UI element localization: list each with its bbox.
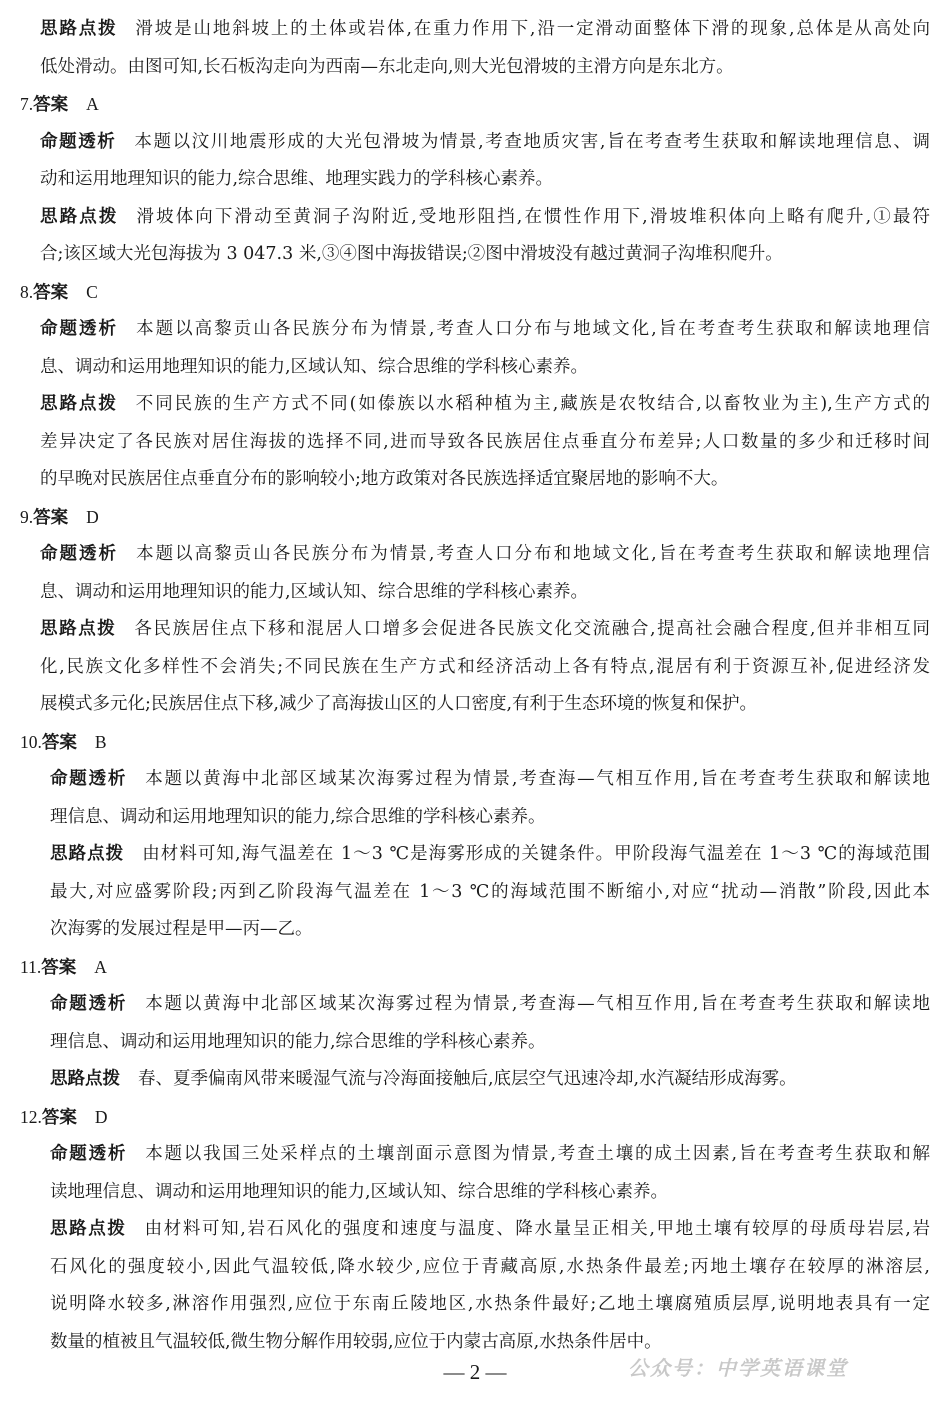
answer-label: 答案 <box>41 957 77 978</box>
paragraph-line <box>0 236 930 274</box>
hint-paragraph <box>0 1211 930 1249</box>
hint-paragraph <box>0 611 930 649</box>
answer-label: 答案 <box>41 1107 77 1128</box>
answer-value: D <box>94 1106 108 1127</box>
paragraph-line <box>0 1249 930 1287</box>
paragraph-line <box>0 349 930 387</box>
question-number: 11. <box>20 956 42 977</box>
question-number: 8. <box>20 281 34 302</box>
paragraph-text: 春、夏季偏南风带来暖湿气流与冷海面接触后,底层空气迅速冷却,水汽凝结形成海雾。 <box>138 1069 797 1089</box>
question-header <box>0 724 950 762</box>
paragraph-line <box>0 1024 930 1062</box>
paragraph-line <box>0 649 930 687</box>
question-header <box>0 274 950 312</box>
paragraph-label: 命题透析 <box>40 131 117 152</box>
paragraph-line <box>0 799 930 837</box>
paragraph-label: 思路点拨 <box>40 394 118 414</box>
paragraph-line <box>0 161 930 199</box>
page-number: — 2 — <box>443 1360 507 1384</box>
paragraph-text: 本题以我国三处采样点的土壤剖面示意图为情景,考查土壤的成土因素,旨在考查考生获取和解 <box>145 1144 930 1164</box>
paragraph-text: 本题以汶川地震形成的大光包滑坡为情景,考查地质灾害,旨在考查考生获取和解读地理信息、调 <box>134 131 930 152</box>
analysis-paragraph <box>0 536 930 574</box>
question-number: 10. <box>20 731 42 752</box>
paragraph-line <box>0 49 930 87</box>
paragraph-text: 动和运用地理知识的能力,综合思维、地理实践力的学科核心素养。 <box>40 169 554 189</box>
analysis-paragraph <box>0 1136 930 1174</box>
answer-label: 答案 <box>33 95 69 115</box>
question-number: 12. <box>20 1106 42 1127</box>
paragraph-text: 化,民族文化多样性不会消失;不同民族在生产方式和经济活动上各有特点,混居有利于资源互补,促进经济发 <box>40 656 930 677</box>
analysis-paragraph <box>0 311 930 349</box>
paragraph-text: 息、调动和运用地理知识的能力,区域认知、综合思维的学科核心素养。 <box>40 581 589 602</box>
answer-label: 答案 <box>33 282 69 303</box>
paragraph-label: 思路点拨 <box>40 206 119 227</box>
paragraph-text: 本题以高黎贡山各民族分布为情景,考查人口分布与地域文化,旨在考查考生获取和解读地理信 <box>136 319 930 339</box>
paragraph-line <box>0 1174 930 1212</box>
paragraph-text: 各民族居住点下移和混居人口增多会促进各民族文化交流融合,提高社会融合程度,但并非相互同 <box>134 619 930 639</box>
paragraph-label: 命题透析 <box>40 544 119 564</box>
paragraph-line <box>0 874 930 912</box>
question-header <box>0 86 950 124</box>
answer-value: B <box>94 731 107 752</box>
answer-value: C <box>86 281 98 302</box>
hint-paragraph <box>0 199 930 237</box>
answer-value: A <box>94 956 107 977</box>
paragraph-line <box>0 424 930 462</box>
answer-label: 答案 <box>41 732 77 753</box>
hint-paragraph <box>0 1061 930 1099</box>
question-header <box>0 499 950 537</box>
document-body <box>0 11 950 1361</box>
paragraph-line <box>0 461 930 499</box>
paragraph-label: 命题透析 <box>40 319 119 339</box>
question-number: 7. <box>20 94 34 114</box>
paragraph-label: 思路点拨 <box>50 1069 120 1089</box>
paragraph-label: 命题透析 <box>50 769 128 789</box>
question-header <box>0 949 950 987</box>
paragraph-text: 说明降水较多,淋溶作用强烈,应位于东南丘陵地区,水热条件最好;乙地土壤腐殖质层厚,说明地表具有一定 <box>50 1294 930 1314</box>
paragraph-text: 由材料可知,岩石风化的强度和速度与温度、降水量呈正相关,甲地土壤有较厚的母质母岩层,岩 <box>144 1219 930 1239</box>
paragraph-text: 滑坡体向下滑动至黄洞子沟附近,受地形阻挡,在惯性作用下,滑坡堆积体向上略有爬升,①最符 <box>136 206 930 227</box>
paragraph-text: 理信息、调动和运用地理知识的能力,综合思维的学科核心素养。 <box>50 806 546 827</box>
paragraph-label: 思路点拨 <box>50 844 125 864</box>
paragraph-text: 展模式多元化;民族居住点下移,减少了高海拔山区的人口密度,有利于生态环境的恢复和保护。 <box>40 694 758 714</box>
analysis-paragraph <box>0 761 930 799</box>
paragraph-text: 最大,对应盛雾阶段;丙到乙阶段海气温差在 1～3 ℃的海域范围不断缩小,对应“扰动—消散”阶段,因此本 <box>50 881 930 902</box>
question-number: 9. <box>20 506 34 527</box>
paragraph-text: 由材料可知,海气温差在 1～3 ℃是海雾形成的关键条件。甲阶段海气温差在 1～3 ℃的海域范围 <box>142 844 930 864</box>
paragraph-text: 次海雾的发展过程是甲—丙—乙。 <box>50 919 313 939</box>
paragraph-label: 命题透析 <box>50 994 128 1014</box>
paragraph-label: 命题透析 <box>50 1144 128 1164</box>
answer-value: D <box>86 506 99 527</box>
paragraph-text: 低处滑动。由图可知,长石板沟走向为西南—东北走向,则大光包滑坡的主滑方向是东北方。 <box>40 56 734 77</box>
paragraph-text: 的早晚对民族居住点垂直分布的影响较小;地方政策对各民族选择适宜聚居地的影响不大。 <box>40 469 729 489</box>
paragraph-text: 息、调动和运用地理知识的能力,区域认知、综合思维的学科核心素养。 <box>40 356 589 377</box>
paragraph-line <box>0 1286 930 1324</box>
analysis-paragraph <box>0 986 930 1024</box>
paragraph-label: 思路点拨 <box>40 619 117 639</box>
paragraph-label: 思路点拨 <box>40 19 118 39</box>
paragraph-text: 差异决定了各民族对居住海拔的选择不同,进而导致各民族居住点垂直分布差异;人口数量的多少和迁移时间 <box>40 431 930 452</box>
paragraph-text: 本题以高黎贡山各民族分布为情景,考查人口分布和地域文化,旨在考查考生获取和解读地理信 <box>136 544 930 564</box>
paragraph-text: 合;该区域大光包海拔为 3 047.3 米,③④图中海拔错误;②图中滑坡没有越过黄洞子沟堆积爬升。 <box>40 244 783 264</box>
paragraph-line <box>0 574 930 612</box>
question-header <box>0 1099 950 1137</box>
paragraph-text: 本题以黄海中北部区域某次海雾过程为情景,考查海—气相互作用,旨在考查考生获取和解读地 <box>145 994 930 1014</box>
hint-paragraph <box>0 386 930 424</box>
paragraph-text: 石风化的强度较小,因此气温较低,降水较少,应位于青藏高原,水热条件最差;丙地土壤存在较厚的淋溶层, <box>50 1256 930 1277</box>
paragraph-line <box>0 686 930 724</box>
paragraph-line <box>0 911 930 949</box>
paragraph-text: 数量的植被且气温较低,微生物分解作用较弱,应位于内蒙古高原,水热条件居中。 <box>50 1331 662 1352</box>
paragraph-label: 思路点拨 <box>50 1219 127 1239</box>
watermark: 公众号：中学英语课堂 <box>628 1356 848 1380</box>
paragraph-text: 不同民族的生产方式不同(如傣族以水稻种植为主,藏族是农牧结合,以畜牧业为主),生产方式的 <box>135 394 930 414</box>
paragraph-text: 读地理信息、调动和运用地理知识的能力,区域认知、综合思维的学科核心素养。 <box>50 1181 669 1202</box>
analysis-paragraph <box>0 124 930 162</box>
paragraph-text: 滑坡是山地斜坡上的土体或岩体,在重力作用下,沿一定滑动面整体下滑的现象,总体是从高处向 <box>135 19 930 39</box>
paragraph-text: 理信息、调动和运用地理知识的能力,综合思维的学科核心素养。 <box>50 1031 546 1052</box>
paragraph-text: 本题以黄海中北部区域某次海雾过程为情景,考查海—气相互作用,旨在考查考生获取和解读地 <box>145 769 930 789</box>
hint-paragraph <box>0 836 930 874</box>
answer-value: A <box>86 94 99 114</box>
hint-paragraph <box>0 11 930 49</box>
answer-label: 答案 <box>33 507 69 528</box>
